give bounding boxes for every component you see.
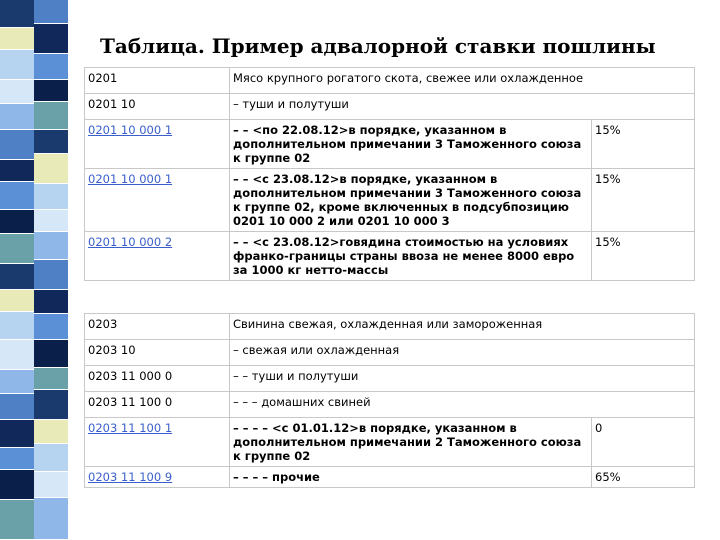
stripe-block [0,210,34,234]
stripe-block [0,394,34,420]
table-row [85,392,695,418]
stripe-block [0,234,34,264]
stripe-block [34,472,68,498]
stripe-block [0,104,34,130]
duty-rate: 15% [592,232,695,281]
stripe-block [0,50,34,80]
stripe-block [0,448,34,470]
stripe-block [34,368,68,390]
stripe-block [0,420,34,448]
goods-description: – – <с 23.08.12>говядина стоимостью на условиях франко-границы страны ввоза не менее 8000 евро за 1000 кг нетто-массы [230,232,592,281]
stripe-block [0,182,34,210]
stripe-block [34,232,68,260]
stripe-block [0,500,34,540]
duty-rate: 15% [592,169,695,232]
tariff-code-link[interactable]: 0203 11 100 1 [85,418,230,467]
duty-rate: 0 [592,418,695,467]
goods-description: Свинина свежая, охлажденная или замороженная [230,314,695,340]
duty-rate: 15% [592,120,695,169]
decorative-stripe [0,0,68,540]
goods-description: – туши и полутуши [230,94,695,120]
stripe-block [34,210,68,232]
stripe-block [34,54,68,80]
stripe-block [0,160,34,182]
table-row [85,467,695,488]
tariff-code: 0203 10 [85,340,230,366]
stripe-block [34,314,68,340]
stripe-block [34,420,68,444]
tariff-code-link[interactable]: 0203 11 100 9 [85,467,230,488]
stripe-block [0,264,34,290]
goods-description: – – туши и полутуши [230,366,695,392]
goods-description: – – – – прочие [230,467,592,488]
tariff-code: 0203 11 100 0 [85,392,230,418]
table-row [85,120,695,169]
duty-rate: 65% [592,467,695,488]
tariff-table-beef [84,67,695,281]
stripe-block [34,444,68,472]
stripe-block [34,184,68,210]
stripe-lane-left [0,0,34,540]
tariff-code: 0201 [85,68,230,94]
stripe-block [34,130,68,154]
goods-description: – – – домашних свиней [230,392,695,418]
stripe-block [34,0,68,24]
table-row [85,418,695,467]
stripe-block [0,312,34,340]
table-row [85,68,695,94]
stripe-block [34,24,68,54]
goods-description: Мясо крупного рогатого скота, свежее или охлажденное [230,68,695,94]
table-row [85,340,695,366]
stripe-block [34,80,68,102]
table-row [85,94,695,120]
tariff-code: 0203 [85,314,230,340]
stripe-block [0,80,34,104]
stripe-block [0,340,34,370]
tariff-table-pork [84,313,695,488]
stripe-block [34,390,68,420]
stripe-block [34,102,68,130]
stripe-block [34,290,68,314]
stripe-block [0,290,34,312]
table-row [85,169,695,232]
stripe-block [34,498,68,540]
stripe-lane-right [34,0,68,540]
tariff-code: 0203 11 000 0 [85,366,230,392]
tariff-code-link[interactable]: 0201 10 000 2 [85,232,230,281]
stripe-block [34,340,68,368]
stripe-block [0,0,34,28]
stripe-block [34,260,68,290]
stripe-block [34,154,68,184]
table-row [85,232,695,281]
goods-description: – – <по 22.08.12>в порядке, указанном в дополнительном примечании 3 Таможенного союза к группе 02 [230,120,592,169]
page-title: Таблица. Пример адвалорной ставки пошлины [100,34,656,58]
table-row [85,314,695,340]
stripe-block [0,470,34,500]
table-row [85,366,695,392]
stripe-block [0,28,34,50]
goods-description: – – – – <с 01.01.12>в порядке, указанном в дополнительном примечании 2 Таможенного союза к группе 02 [230,418,592,467]
stripe-block [0,130,34,160]
tariff-code-link[interactable]: 0201 10 000 1 [85,120,230,169]
goods-description: – – <с 23.08.12>в порядке, указанном в дополнительном примечании 3 Таможенного союза к группе 02, кроме включенных в подсубпозицию 0201 10 000 2 или 0201 10 000 3 [230,169,592,232]
tariff-code-link[interactable]: 0201 10 000 1 [85,169,230,232]
tariff-code: 0201 10 [85,94,230,120]
goods-description: – свежая или охлажденная [230,340,695,366]
stripe-block [0,370,34,394]
